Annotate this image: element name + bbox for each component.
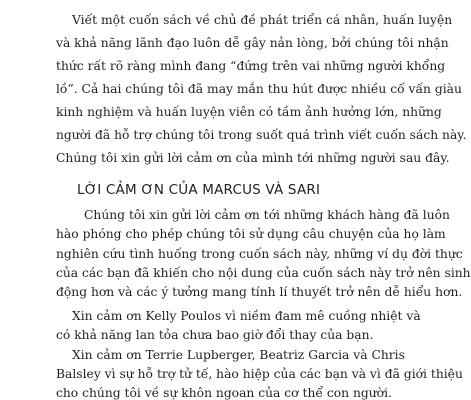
intro-line-7: Chúng tôi xin gửi lời cảm ơn của mình tới những người sau đây. [56, 151, 450, 165]
para2-line-2: có khả năng lan tỏa chưa bao giờ đổi thay của bạn. [56, 328, 374, 342]
intro-line-2: và khả năng lãnh đạo luôn dễ gây nản lòng, bởi chúng tôi nhận [56, 36, 449, 50]
para1-line-3: nghiên cứu tình huống trong cuốn sách này, những ví dụ đời thực [56, 247, 463, 261]
para2-line-1: Xin cảm ơn Kelly Poulos vì niềm đam mê cuồng nhiệt và [72, 309, 421, 323]
intro-line-1: Viết một cuốn sách về chủ đề phát triển cá nhân, huấn luyện [72, 13, 453, 27]
intro-line-6: người đã hỗ trợ chúng tôi trong suốt quá trình viết cuốn sách này. [56, 128, 467, 142]
para1-line-1: Chúng tôi xin gửi lời cảm ơn tới những khách hàng đã luôn [84, 208, 450, 222]
intro-line-4: lồ”. Cả hai chúng tôi đã may mắn thu hút được nhiều cố vấn giàu [56, 82, 462, 96]
para1-line-2: hào phóng cho phép chúng tôi sử dụng câu chuyện của họ làm [56, 227, 446, 241]
para1-line-4: của các bạn đã khiến cho nội dung của cuốn sách này trở nên sinh [56, 266, 471, 280]
intro-line-3: thức rất rõ ràng mình đang “đứng trên vai những người khổng [56, 59, 446, 73]
para3-line-3: cho chúng tôi về sự khôn ngoan của cơ thể con người. [56, 386, 392, 400]
section-heading: LỜI CẢM ƠN CỦA MARCUS VÀ SARI [77, 182, 321, 198]
para1-line-5: động hơn và các ý tưởng mang tính lí thuyết trở nên dễ hiểu hơn. [56, 285, 463, 299]
para3-line-1: Xin cảm ơn Terrie Lupberger, Beatriz Garcia và Chris [72, 348, 405, 362]
intro-line-5: kinh nghiệm và huấn luyện viên có tầm ảnh hưởng lớn, những [56, 105, 442, 119]
para3-line-2: Balsley vì sự hỗ trợ tử tế, hào hiệp của các bạn và vì đã giới thiệu [56, 367, 463, 381]
